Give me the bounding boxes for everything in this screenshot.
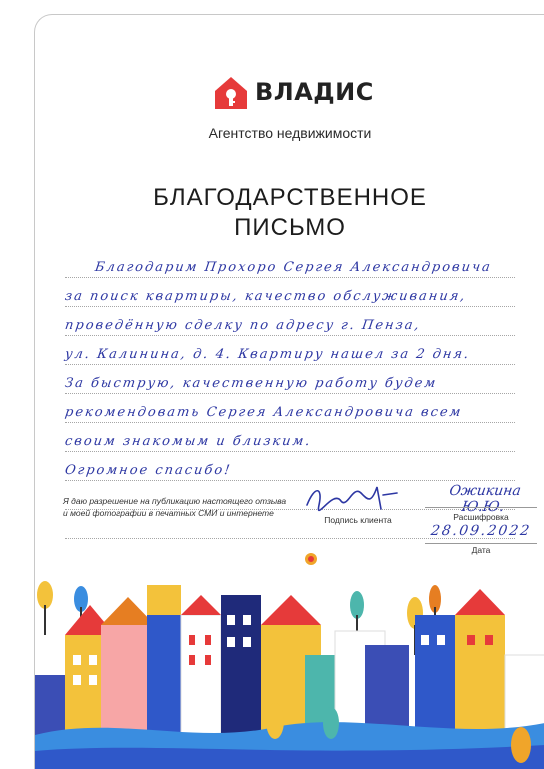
- handwritten-text: Благодарим Прохоро Сергея Александровича: [93, 260, 493, 275]
- house-key-icon: [213, 75, 249, 111]
- title-line-2: ПИСЬМО: [234, 214, 346, 241]
- letter-page: [34, 14, 544, 769]
- handwritten-text: Огромное спасибо!: [63, 463, 233, 478]
- text-line: [65, 307, 515, 336]
- text-line: [65, 249, 515, 278]
- handwritten-text: За быструю, качественную работу будем: [63, 376, 439, 391]
- decoding-label: Расшифровка: [453, 512, 509, 522]
- decoding-underline: [425, 507, 537, 508]
- handwritten-text: своим знакомым и близким.: [63, 434, 313, 449]
- city-illustration: [35, 545, 544, 769]
- decoding-value: Ожикина Ю.Ю.: [448, 483, 522, 515]
- date-label: Дата: [471, 545, 491, 555]
- signature-label: Подпись клиента: [324, 515, 392, 525]
- text-line: [65, 278, 515, 307]
- text-line: [65, 365, 515, 394]
- text-line: [65, 452, 515, 481]
- text-line: [65, 423, 515, 452]
- document-title: [35, 183, 544, 243]
- handwritten-text: рекомендовать Сергея Александровича всем: [63, 405, 464, 420]
- consent-text: Я даю разрешение на публикацию настоящего отзыва и моей фотографии в печатных СМИ и интернете: [63, 496, 287, 518]
- date-underline: [425, 543, 537, 544]
- text-line: [65, 394, 515, 423]
- text-line: [65, 336, 515, 365]
- brand-name: ВЛАДИС: [255, 78, 374, 106]
- handwritten-text: ул. Калинина, д. 4. Квартиру нашел за 2 дня.: [63, 347, 472, 362]
- brand-tagline: Агентство недвижимости: [208, 125, 372, 141]
- handwritten-text: проведённую сделку по адресу г. Пенза,: [63, 318, 422, 333]
- title-line-1: БЛАГОДАРСТВЕННОЕ: [153, 184, 427, 211]
- handwritten-text: за поиск квартиры, качество обслуживания,: [63, 289, 468, 304]
- date-value: 28.09.2022: [429, 523, 533, 539]
- brand-logo: [213, 75, 383, 111]
